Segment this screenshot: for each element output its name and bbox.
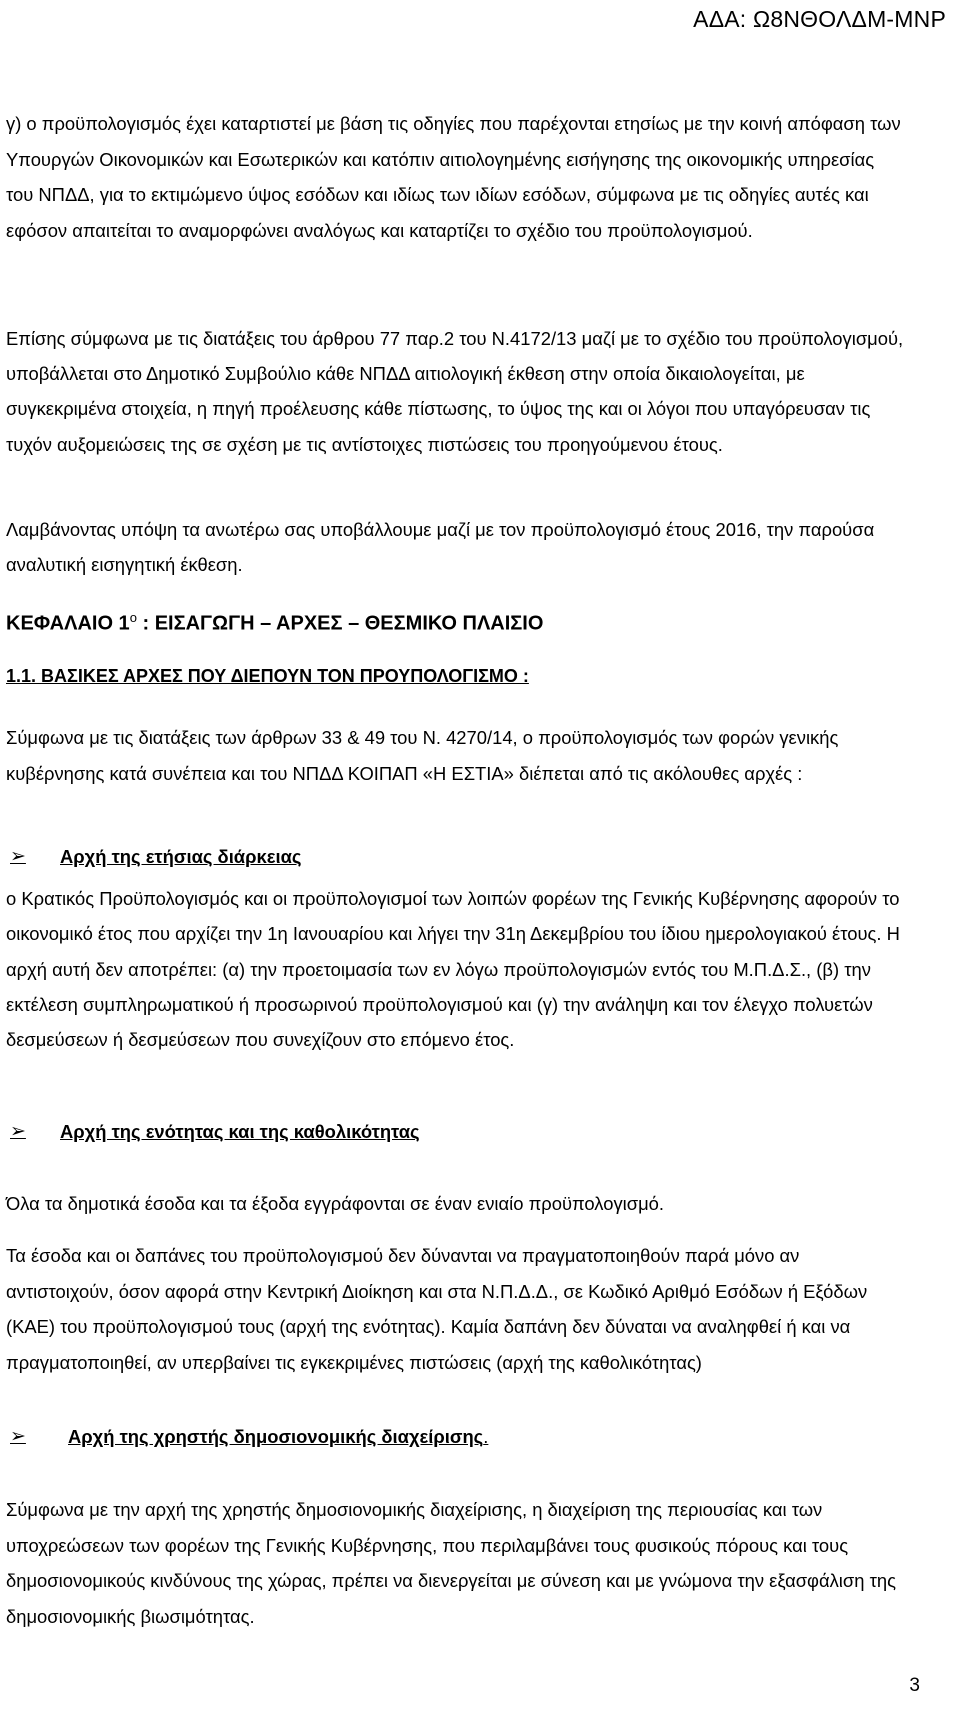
paragraph-law-4270: Σύμφωνα με τις διατάξεις των άρθρων 33 & 49 του Ν. 4270/14, ο προϋπολογισμός των φορών γενικής κυβέρνησης κατά συνέπεια και του ΝΠΔΔ ΚΟΙΠΑΠ «Η ΕΣΤΙΑ» διέπεται από τις ακόλουθες αρχές : — [6, 727, 839, 784]
bullet-suffix: . — [483, 1425, 489, 1447]
paragraph-annual-duration: ο Κρατικός Προϋπολογισμός και οι προϋπολογισμοί των λοιπών φορέων της Γενικής Κυβέρνησης αφορούν το οικονομικό έτος που αρχίζει την 1η Ιανουαρίου και λήγει την 31η Δεκεμβρίου του ίδιου ημερολογιακού έτους. Η αρχή αυτή δεν αποτρέπει: (α) την προετοιμασία των εν λόγω προϋπολογισμών εντός του Μ.Π.Δ.Σ., (β) την εκτέλεση συμπληρωματικού ή προσωρινού προϋπολογισμού και (γ) την ανάληψη και τον έλεγχο πολυετών δεσμεύσεων ή δεσμεύσεων που συνεχίζουν στο επόμενο έτος. — [6, 888, 900, 1051]
chapter-prefix: ΚΕΦΑΛΑΙΟ 1 — [6, 612, 130, 635]
arrowhead-icon: ➢ — [10, 1426, 26, 1447]
section-heading: 1.1. ΒΑΣΙΚΕΣ ΑΡΧΕΣ ΠΟΥ ΔΙΕΠΟΥΝ ΤΟΝ ΠΡΟΥΠΟΛΟΓΙΣΜΟ : — [6, 666, 529, 686]
bullet-label: Αρχή της χρηστής δημοσιονομικής διαχείρισης — [68, 1425, 484, 1447]
paragraph-article-77: Επίσης σύμφωνα με τις διατάξεις του άρθρου 77 παρ.2 του Ν.4172/13 μαζί με το σχέδιο του προϋπολογισμού, υποβάλλεται στο Δημοτικό Συμβούλιο κάθε ΝΠΔΔ αιτιολογική έκθεση στην οποία δικαιολογείται, με συγκεκριμένα στοιχεία, η πηγή προέλευσης κάθε πίστωσης, το ύψος της και οι λόγοι που υπαγόρευσαν τις τυχόν αυξομειώσεις της σε σχέση με τις αντίστοιχες πιστώσεις του προηγούμενου έτους. — [6, 328, 904, 455]
paragraph-unified-budget: Όλα τα δημοτικά έσοδα και τα έξοδα εγγράφονται σε έναν ενιαίο προϋπολογισμό. — [6, 1193, 665, 1214]
paragraph-sound-management: Σύμφωνα με την αρχή της χρηστής δημοσιονομικής διαχείρισης, η διαχείριση της περιουσίας και των υποχρεώσεων των φορέων της Γενικής Κυβέρνησης, που περιλαμβάνει τους φυσικούς πόρους και τους δημοσιονομικούς κινδύνους της χώρας, πρέπει να διενεργείται με σύνεση και με γνώμονα την εξασφάλιση της δημοσιονομικής βιωσιμότητας. — [6, 1499, 896, 1627]
chapter-ordinal: ο — [129, 610, 137, 625]
bullet-sound-management — [6, 1425, 488, 1448]
paragraph-submission: Λαμβάνοντας υπόψη τα ανωτέρω σας υποβάλλουμε μαζί με τον προϋπολογισμό έτους 2016, την παρούσα αναλυτική εισηγητική έκθεση. — [6, 519, 875, 575]
arrowhead-icon: ➢ — [10, 1121, 26, 1142]
paragraph-revenue-expenses: Τα έσοδα και οι δαπάνες του προϋπολογισμού δεν δύνανται να πραγματοποιηθούν παρά μόνο αν αντιστοιχούν, όσον αφορά στην Κεντρική Διοίκηση και στα Ν.Π.Δ.Δ., σε Κωδικό Αριθμό Εσόδων ή Εξόδων (ΚΑΕ) του προϋπολογισμού τους (αρχή της ενότητας). Καμία δαπάνη δεν δύναται να αναληφθεί ή και να πραγματοποιηθεί, αν υπερβαίνει τις εγκεκριμένες πιστώσεις (αρχή της καθολικότητας) — [6, 1245, 868, 1373]
bullet-label: Αρχή της ενότητας και της καθολικότητας — [60, 1120, 420, 1142]
chapter-title: : ΕΙΣΑΓΩΓΗ – ΑΡΧΕΣ – ΘΕΣΜΙΚΟ ΠΛΑΙΣΙΟ — [136, 612, 544, 635]
bullet-annual-duration — [6, 845, 301, 868]
chapter-heading — [6, 610, 543, 636]
paragraph-g: γ) ο προϋπολογισμός έχει καταρτιστεί με βάση τις οδηγίες που παρέχονται ετησίως με την κοινή απόφαση των Υπουργών Οικονομικών και Εσωτερικών και κατόπιν αιτιολογημένης εισήγησης της οικονομικής υπηρεσίας του ΝΠΔΔ, για το εκτιμώμενο ύψος εσόδων και ιδίως των ιδίων εσόδων, σύμφωνα με τις οδηγίες αυτές και εφόσον απαιτείται το αναμορφώνει αναλόγως και καταρτίζει το σχέδιο του προϋπολογισμού. — [6, 113, 901, 241]
bullet-unity-universality — [6, 1120, 420, 1143]
bullet-label: Αρχή της ετήσιας διάρκειας — [60, 845, 302, 867]
ada-code: ΑΔΑ: Ω8ΝΘΟΛΔΜ-ΜΝΡ — [693, 6, 946, 32]
arrowhead-icon: ➢ — [10, 846, 26, 867]
page-number: 3 — [909, 1675, 920, 1696]
